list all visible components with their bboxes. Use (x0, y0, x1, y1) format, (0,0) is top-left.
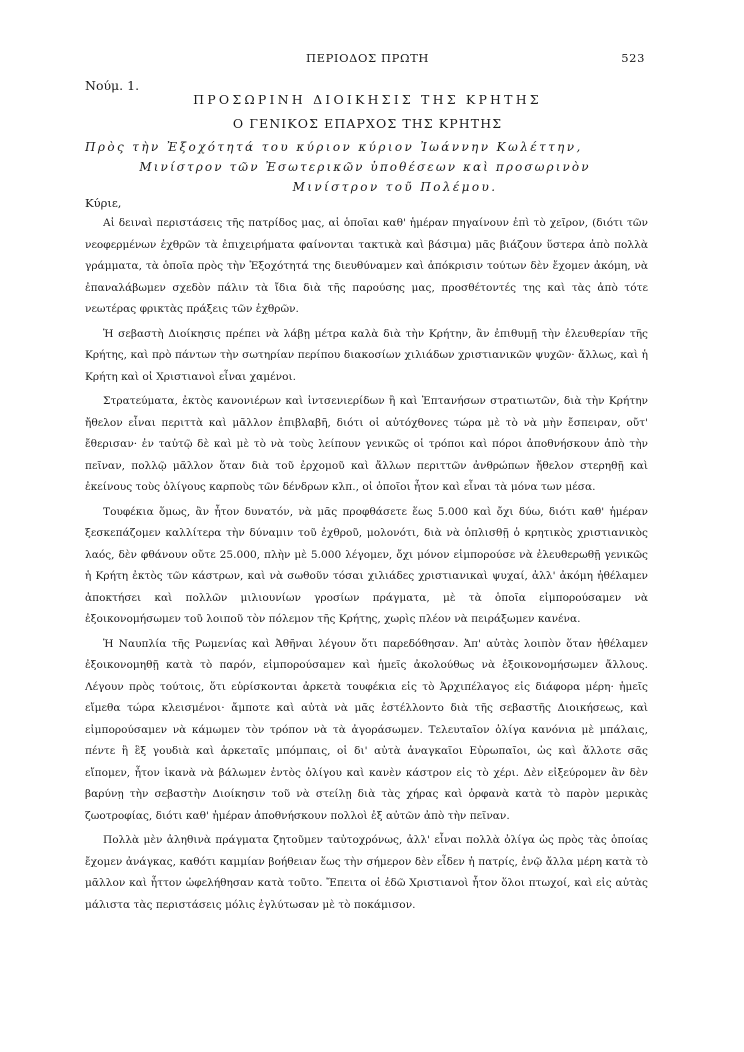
paragraph: Αἱ δειναὶ περιστάσεις τῆς πατρίδος μας, αἱ ὁποῖαι καθ' ἡμέραν πηγαίνουν ἐπὶ τὸ χεῖρον, (διότι τῶν νεοφερμένων ἐχθρῶν τὰ ἐπιχειρήματα φαίνονται τακτικὰ καὶ βάσιμα) μᾶς βιάζουν ὕστερα ἀπὸ πολλὰ γράμματα, τὰ ὁποῖα πρὸς τὴν Ἐξοχότητά της διευθύναμεν καὶ ἀπόκρισιν τούτων δὲν ἔχομεν ἀκόμη, νὰ ἐπαναλάβωμεν σχεδὸν πάλιν τὰ ἴδια διὰ τῆς παρούσης μας, προσθέτοντές της καὶ τὰς ἀπὸ τότε νεωτέρας φρικτὰς πράξεις τῶν ἐχθρῶν. (85, 217, 648, 315)
document-subtitle: Ο ΓΕΝΙΚΟΣ ΕΠΑΡΧΟΣ ΤΗΣ ΚΡΗΤΗΣ (232, 116, 503, 131)
page-number: 523 (621, 51, 645, 65)
document-title: ΠΡΟΣΩΡΙΝΗ ΔΙΟΙΚΗΣΙΣ ΤΗΣ ΚΡΗΤΗΣ (193, 92, 542, 107)
paragraph: Τουφέκια ὅμως, ἂν ἦτον δυνατόν, νὰ μᾶς προφθάσετε ἕως 5.000 καὶ ὄχι δύω, διότι καθ' ἡμέραν ξεσκεπάζομεν καλλίτερα τὴν δύναμιν τοῦ ἐχθροῦ, μολονότι, διὰ νὰ ὁπλισθῇ ὁ κρητικὸς χριστιανικὸς λαός, δὲν φθάνουν οὔτε 25.000, πλὴν μὲ 5.000 λέγομεν, ὄχι μόνον εἰμπορούσε νὰ ἐλευθερωθῇ γενικῶς ἡ Κρήτη ἐκτὸς τῶν κάστρων, καὶ νὰ σωθοῦν τόσαι χιλιάδες χριστιανικαὶ ψυχαί, ἀλλ' ἀκόμη ἠθέλαμεν ἀποκτήσει καὶ πολλῶν μιλιουνίων γροσίων πράγματα, μὲ τὰ ὁποῖα εἰμπορούσαμεν νὰ ἐξοικονομήσωμεν τοῦ λοιποῦ τὸν πόλεμον τῆς Κρήτης, χωρὶς πλέον νὰ πειράξωμεν κανένα. (85, 505, 648, 625)
salutation: Κύριε, (85, 196, 122, 210)
address-line: Μινίστρον τῶν Ἐσωτερικῶν ὑποθέσεων καὶ προσωρινὸν (139, 160, 591, 174)
paragraph: Πολλὰ μὲν ἀληθινὰ πράγματα ζητοῦμεν ταὐτοχρόνως, ἀλλ' εἶναι πολλὰ ὀλίγα ὡς πρὸς τὰς ὁποίας ἔχομεν ἀνάγκας, καθότι καμμίαν βοήθειαν ἕως τὴν σήμερον δὲν εἶδεν ἡ πατρίς, ἐνῷ ἄλλα μέρη κατὰ τὸ μᾶλλον καὶ ἧττον ὠφελήθησαν κατὰ τοῦτο. Ἔπειτα οἱ ἐδῶ Χριστιανοὶ ἦτον ὅλοι πτωχοί, καὶ εἰς αὐτὰς μάλιστα τὰς περιστάσεις μόλις ἐγλύτωσαν μὲ τὸ ποκάμισον. (85, 834, 648, 911)
address-block (85, 137, 645, 197)
running-header (90, 51, 645, 67)
paragraph: Ἡ σεβαστὴ Διοίκησις πρέπει νὰ λάβῃ μέτρα καλὰ διὰ τὴν Κρήτην, ἂν ἐπιθυμῇ τὴν ἐλευθερίαν τῆς Κρήτης, καὶ πρὸ πάντων τὴν σωτηρίαν περίπου διακοσίων χιλιάδων χριστιανικῶν ψυχῶν· ἄλλως, καὶ ἡ Κρήτη καὶ οἱ Χριστιανοὶ εἶναι χαμένοι. (85, 327, 648, 383)
address-line: Μινίστρον τοῦ Πολέμου. (292, 180, 498, 194)
letter-body (85, 213, 648, 916)
address-line: Πρὸς τὴν Ἐξοχότητά του κύριον κύριον Ἰωάννην Κωλέττην, (85, 140, 583, 154)
running-title: ΠΕΡΙΟΔΟΣ ΠΡΩΤΗ (305, 51, 430, 65)
document-number: Νούμ. 1. (85, 78, 140, 93)
paragraph: Ἡ Ναυπλία τῆς Ρωμενίας καὶ Ἀθῆναι λέγουν ὅτι παρεδόθησαν. Ἀπ' αὐτὰς λοιπὸν ὅταν ἠθέλαμεν ἐξοικονομηθῇ κατὰ τὸ παρόν, εἰμπορούσαμεν καὶ ἡμεῖς ἀκολούθως νὰ ἐξοικονομήσωμεν ἄλλους. Λέγουν πρὸς τούτοις, ὅτι εὑρίσκονται ἀρκετὰ τουφέκια εἰς τὸ Ἀρχιπέλαγος εἰς διάφορα μέρη· ἡμεῖς εἴμεθα τώρα κλεισμένοι· ἄμποτε καὶ αὐτὰ νὰ μᾶς ἐστέλλοντο διὰ τῆς σεβαστῆς Διοικήσεως, καὶ εἰμπορούσαμεν νὰ κάμωμεν τὸν τρόπον νὰ τὰ ἀγοράσωμεν. Τελευταῖον ὀλίγα κανόνια μὲ μπάλαις, πέντε ἢ ἓξ γουδιὰ καὶ ἀρκεταῖς μπόμπαις, οἱ δι' αὐτὰ ἀναγκαῖοι Εὐρωπαῖοι, ὡς καὶ ἄλλοτε σᾶς εἴπομεν, ἦτον ἱκανὰ νὰ βάλωμεν ἐντὸς ὀλίγου καὶ κανὲν κάστρον εἰς τὸ χέρι. Δὲν εἰξεύρομεν ἂν δὲν βαρύνῃ τὴν σεβαστὴν Διοίκησιν τοῦ νὰ στείλῃ διὰ τὰς χήρας καὶ ὀρφανὰ κατὰ τὸ παρὸν μερικὰς ζωοτροφίας, διότι καθ' ἡμέραν ἀποθνήσκουν πολλοὶ ἐξ αὐτῶν ἀπὸ τὴν πεῖναν. (85, 637, 648, 822)
paragraph: Στρατεύματα, ἐκτὸς κανονιέρων καὶ ἰντσενιερίδων ἢ καὶ Ἑπτανήσων στρατιωτῶν, διὰ τὴν Κρήτην ἤθελον εἶναι περιττὰ καὶ μᾶλλον ἐπιβλαβῆ, διότι οἱ αὐτόχθονες τώρα μὲ τὸ νὰ μὴν ἔσπειραν, οὔτ' ἔθερισαν· ἐν ταὐτῷ δὲ καὶ μὲ τὸ νὰ τοὺς λείπουν γενικῶς οἱ τρόποι καὶ πόροι ἀποθνήσκουν ἀπὸ τὴν πεῖναν, πολλῷ μᾶλλον ὅταν διὰ τοῦ ἐρχομοῦ καὶ ἄλλων περιττῶν ἀνθρώπων ἤθελον στερηθῇ καὶ ἐκείνους τοὺς ὀλίγους καρποὺς τῶν δένδρων κλπ., οἱ ὁποῖοι ἦτον καὶ εἶναι τὰ μόνα των μέσα. (85, 395, 648, 493)
